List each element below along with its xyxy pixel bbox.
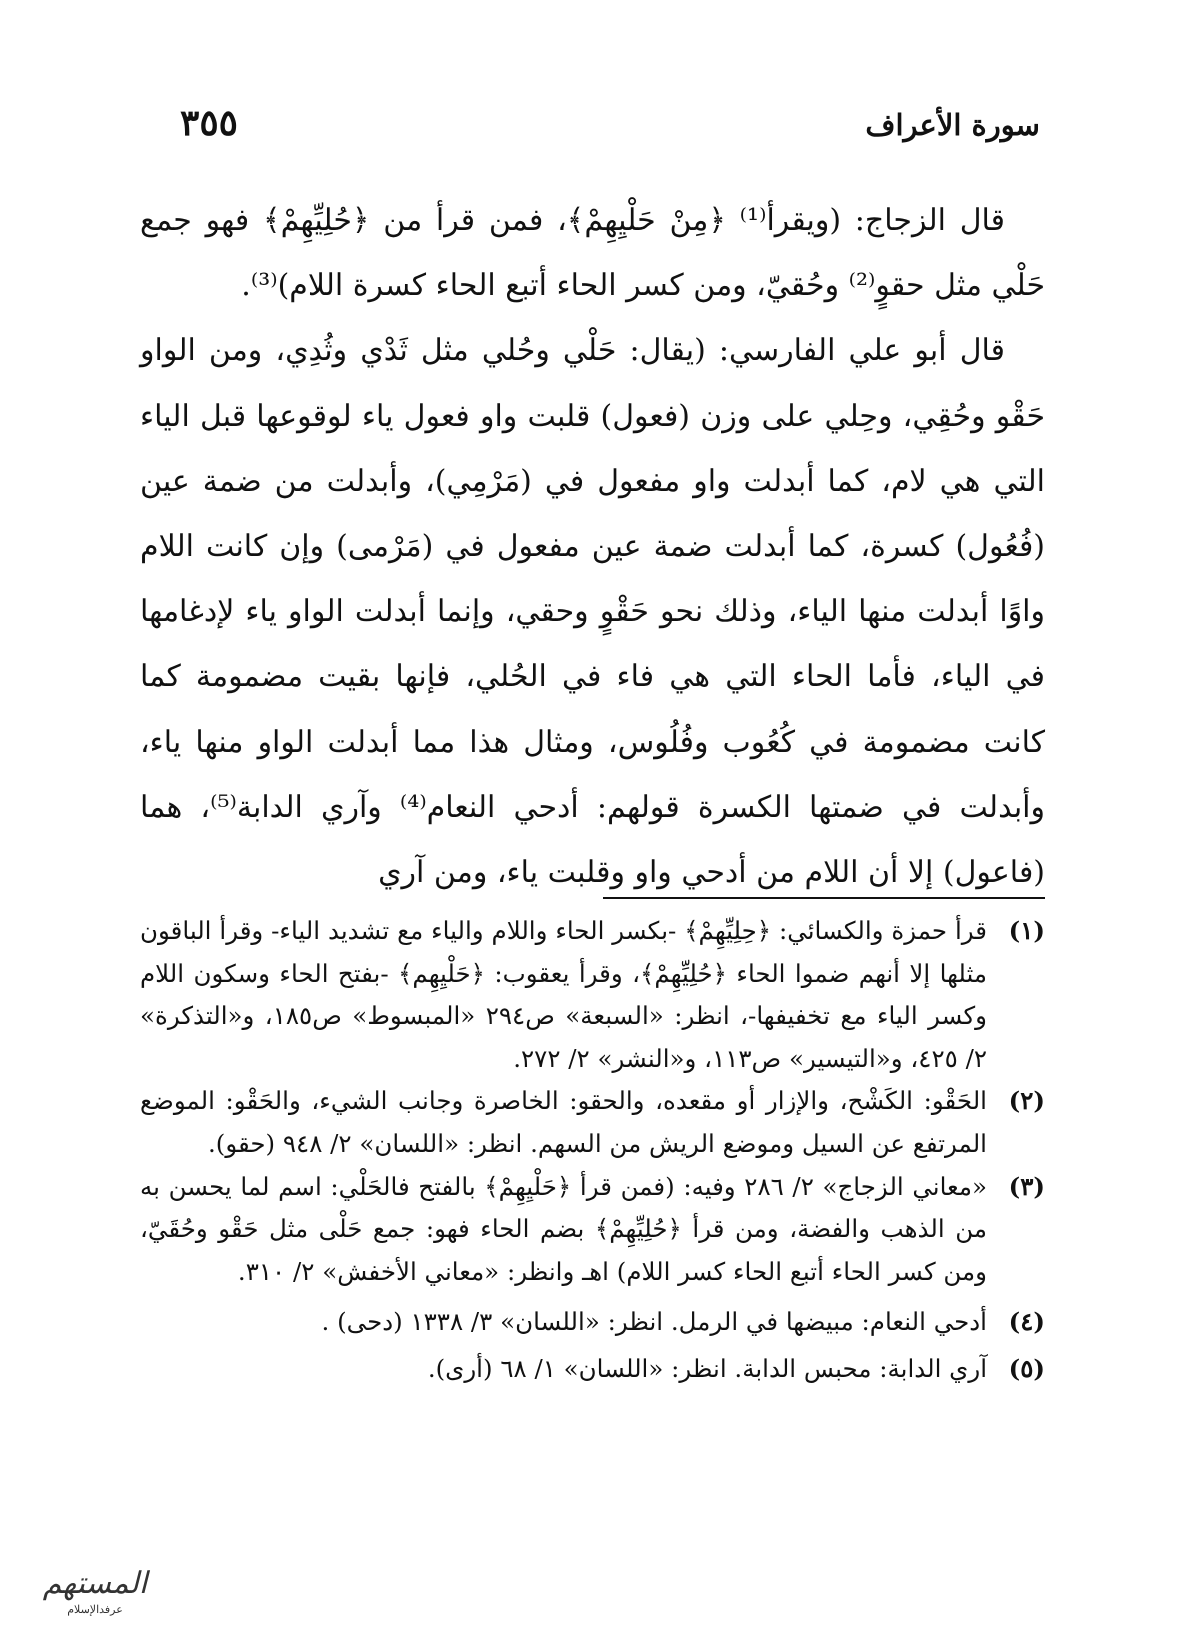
surah-title: سورة الأعراف bbox=[865, 108, 1040, 142]
footnote-text: آري الدابة: محبس الدابة. انظر: «اللسان» ١/ ٦٨ (أرى). bbox=[427, 1353, 987, 1383]
footnote-text: أدحي النعام: مبيضها في الرمل. انظر: «اللسان» ٣/ ١٣٣٨ (دحى) . bbox=[321, 1307, 987, 1337]
page-header bbox=[180, 102, 1040, 168]
footnote-text: الحَقْو: الكَشْح، والإزار أو مقعده، والحقو: الخاصرة وجانب الشيء، والحَقْو: الموضع المرتفع عن السيل وموضع الريش من السهم. انظر: «اللسان» ٢/ ٩٤٨ (حقو). bbox=[140, 1086, 987, 1158]
logo-main-text: المستهم bbox=[42, 1566, 148, 1601]
footnote-number: (٢) bbox=[1008, 1086, 1045, 1116]
footnote-4 bbox=[140, 1301, 1045, 1344]
footnote-2 bbox=[140, 1080, 1045, 1165]
footnotes bbox=[140, 910, 1045, 1391]
footnote-number: (٥) bbox=[1008, 1353, 1045, 1383]
footnote-3 bbox=[140, 1166, 1045, 1294]
footnote-divider bbox=[603, 897, 1045, 899]
footnote-1 bbox=[140, 910, 1045, 1080]
publisher-logo bbox=[40, 1565, 150, 1635]
footnote-number: (٣) bbox=[1008, 1171, 1045, 1201]
footnote-5 bbox=[140, 1348, 1045, 1391]
logo-sub-text: عرفدالإسلام bbox=[67, 1603, 123, 1616]
paragraph-zajjaj: قال الزجاج: (ويقرأ⁽¹⁾ ﴿مِنْ حَلْيِهِمْ﴾، فمن قرأ من ﴿حُلِيِّهِمْ﴾ فهو جمع حَلْي مثل حقوٍ⁽²⁾ وحُقيّ، ومن كسر الحاء أتبع الحاء كسرة اللام)⁽³⁾. bbox=[140, 203, 1045, 304]
page-number: ٣٥٥ bbox=[180, 102, 239, 144]
footnote-text: قرأ حمزة والكسائي: ﴿حِلِيِّهِمْ﴾ -بكسر الحاء واللام والياء مع تشديد الياء- وقرأ الباقون مثلها إلا أنهم ضموا الحاء ﴿حُلِيِّهِمْ﴾، وقرأ يعقوب: ﴿حَلْيِهِم﴾ -بفتح الحاء وسكون اللام وكسر الياء مع تخفيفها-، انظر: «السبعة» ص٢٩٤ «المبسوط» ص١٨٥، و«التذكرة» ٢/ ٤٢٥، و«التيسير» ص١١٣، و«النشر» ٢/ ٢٧٢. bbox=[140, 916, 987, 1073]
footnote-number: (١) bbox=[1008, 916, 1045, 945]
paragraph-farisi: قال أبو علي الفارسي: (يقال: حَلْي وحُلي مثل ثَدْي وثُدِي، ومن الواو حَقْو وحُقِي، وحِلي على وزن (فعول) قلبت واو فعول ياء لوقوعها قبل الياء التي هي لام، كما أبدلت واو مفعول في (مَرْمِي)، وأبدلت من ضمة عين (فُعُول) كسرة، كما أبدلت ضمة عين مفعول في (مَرْمى) وإن كانت اللام واوًا أبدلت منها الياء، وذلك نحو حَقْوٍ وحقي، وإنما أبدلت الواو ياء لإدغامها في الياء، فأما الحاء التي هي فاء في الحُلي، فإنها بقيت مضمومة كما كانت مضمومة في كُعُوب وفُلُوس، ومثال هذا مما أبدلت الواو منها ياء، وأبدلت في ضمتها الكسرة قولهم: أدحي النعام⁽⁴⁾ وآري الدابة⁽⁵⁾، هما (فاعول) إلا أن اللام من أدحي واو وقلبت ياء، ومن آري bbox=[140, 333, 1045, 891]
footnote-text: «معاني الزجاج» ٢/ ٢٨٦ وفيه: (فمن قرأ ﴿حَلْيِهِمْ﴾ بالفتح فالحَلْي: اسم لما يحسن به من الذهب والفضة، ومن قرأ ﴿حُلِيِّهِمْ﴾ بضم الحاء فهو: جمع حَلْى مثل حَقْو وحُقَيّ، ومن كسر الحاء أتبع الحاء كسر اللام) اهـ وانظر: «معاني الأخفش» ٢/ ٣١٠. bbox=[140, 1171, 987, 1286]
main-text bbox=[140, 188, 1045, 905]
footnote-number: (٤) bbox=[1008, 1307, 1045, 1337]
